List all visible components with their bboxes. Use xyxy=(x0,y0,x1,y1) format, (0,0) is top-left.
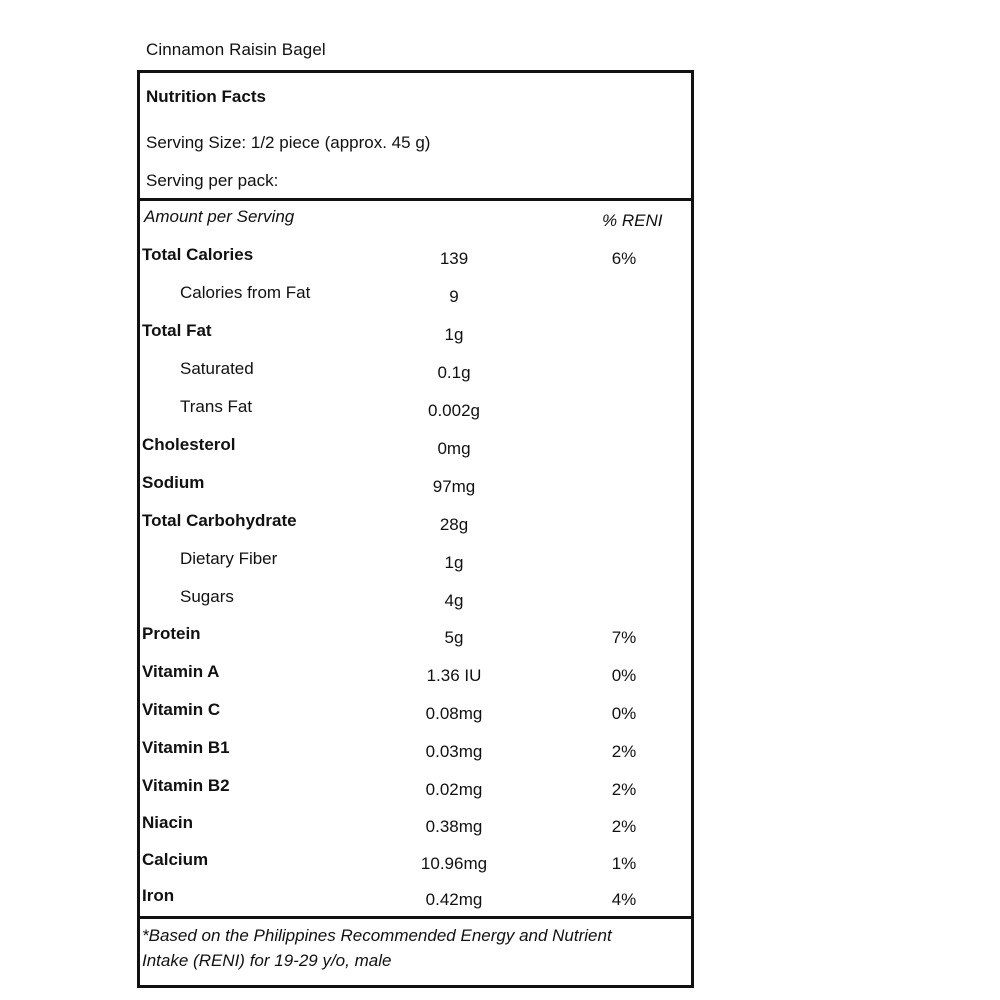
nutrient-row-protein xyxy=(140,624,691,662)
nutrient-amount: 0.1g xyxy=(437,363,471,382)
nutrient-name: Vitamin C xyxy=(142,700,221,719)
nutrient-amount: 1.36 IU xyxy=(426,666,482,685)
nutrient-amount: 28g xyxy=(439,515,469,534)
nutrition-label xyxy=(137,70,694,988)
nutrient-amount: 10.96mg xyxy=(420,854,488,873)
nutrient-reni: 2% xyxy=(611,742,637,761)
nutrient-reni: 2% xyxy=(611,817,637,836)
nutrient-row-cholesterol xyxy=(140,435,691,473)
nutrient-row-calories-from-fat xyxy=(140,283,691,321)
nutrient-row-vitamin-b1 xyxy=(140,738,691,776)
nutrient-table xyxy=(140,201,691,919)
nutrient-reni: 6% xyxy=(611,249,637,268)
nutrient-row-saturated xyxy=(140,359,691,397)
nutrient-reni: 0% xyxy=(611,666,637,685)
nutrient-row-trans-fat xyxy=(140,397,691,435)
nutrient-amount: 97mg xyxy=(432,477,476,496)
nutrient-row-sodium xyxy=(140,473,691,511)
nutrient-amount: 0mg xyxy=(437,439,471,458)
reni-footnote: *Based on the Philippines Recommended Energy and Nutrient Intake (RENI) for 19-29 y/o, male xyxy=(142,926,612,970)
nutrient-name: Niacin xyxy=(142,813,194,832)
nutrient-row-total-carbohydrate xyxy=(140,511,691,549)
nutrient-amount: 0.002g xyxy=(428,401,480,420)
nutrient-name: Cholesterol xyxy=(142,435,236,454)
label-header xyxy=(140,73,691,201)
nutrient-row-calcium xyxy=(140,850,691,888)
nutrient-name: Iron xyxy=(142,886,175,905)
nutrient-row-dietary-fiber xyxy=(140,549,691,587)
nutrient-row-sugars xyxy=(140,587,691,625)
amount-per-serving-header: Amount per Serving xyxy=(144,207,295,226)
nutrient-row-total-fat xyxy=(140,321,691,359)
nutrient-name: Sugars xyxy=(180,587,234,606)
nutrient-reni: 2% xyxy=(611,780,637,799)
nutrient-amount: 1g xyxy=(444,553,464,572)
nutrient-amount: 0.03mg xyxy=(425,742,483,761)
nutrient-name: Calories from Fat xyxy=(180,283,311,302)
serving-size: Serving Size: 1/2 piece (approx. 45 g) xyxy=(146,133,431,152)
nutrient-amount: 1g xyxy=(444,325,464,344)
nutrient-amount: 9 xyxy=(449,287,459,306)
nutrient-name: Total Fat xyxy=(142,321,212,340)
nutrient-amount: 139 xyxy=(439,249,469,268)
reni-header: % RENI xyxy=(602,211,663,230)
nutrient-name: Protein xyxy=(142,624,201,643)
nutrient-name: Trans Fat xyxy=(180,397,253,416)
nutrient-row-total-calories xyxy=(140,245,691,283)
nutrient-reni: 7% xyxy=(611,628,637,647)
nutrient-row-niacin xyxy=(140,813,691,851)
nutrient-name: Dietary Fiber xyxy=(180,549,278,568)
nutrition-facts-title: Nutrition Facts xyxy=(146,87,266,106)
nutrient-amount: 4g xyxy=(444,591,464,610)
nutrient-name: Vitamin B2 xyxy=(142,776,230,795)
nutrient-name: Total Carbohydrate xyxy=(142,511,297,530)
nutrient-row-vitamin-c xyxy=(140,700,691,738)
nutrient-name: Vitamin A xyxy=(142,662,220,681)
nutrient-amount: 0.08mg xyxy=(425,704,483,723)
nutrient-reni: 0% xyxy=(611,704,637,723)
nutrient-amount: 0.42mg xyxy=(425,890,483,909)
product-name: Cinnamon Raisin Bagel xyxy=(146,40,326,59)
footnote-section xyxy=(140,916,691,988)
nutrient-reni: 4% xyxy=(611,890,637,909)
nutrient-name: Sodium xyxy=(142,473,205,492)
nutrient-reni: 1% xyxy=(611,854,637,873)
nutrient-name: Calcium xyxy=(142,850,209,869)
nutrient-row-vitamin-b2 xyxy=(140,776,691,814)
nutrient-name: Saturated xyxy=(180,359,254,378)
nutrient-amount: 5g xyxy=(444,628,464,647)
nutrient-amount: 0.02mg xyxy=(425,780,483,799)
nutrient-row-vitamin-a xyxy=(140,662,691,700)
nutrient-name: Total Calories xyxy=(142,245,254,264)
serving-per-pack: Serving per pack: xyxy=(146,171,279,190)
nutrient-amount: 0.38mg xyxy=(425,817,483,836)
nutrient-name: Vitamin B1 xyxy=(142,738,230,757)
